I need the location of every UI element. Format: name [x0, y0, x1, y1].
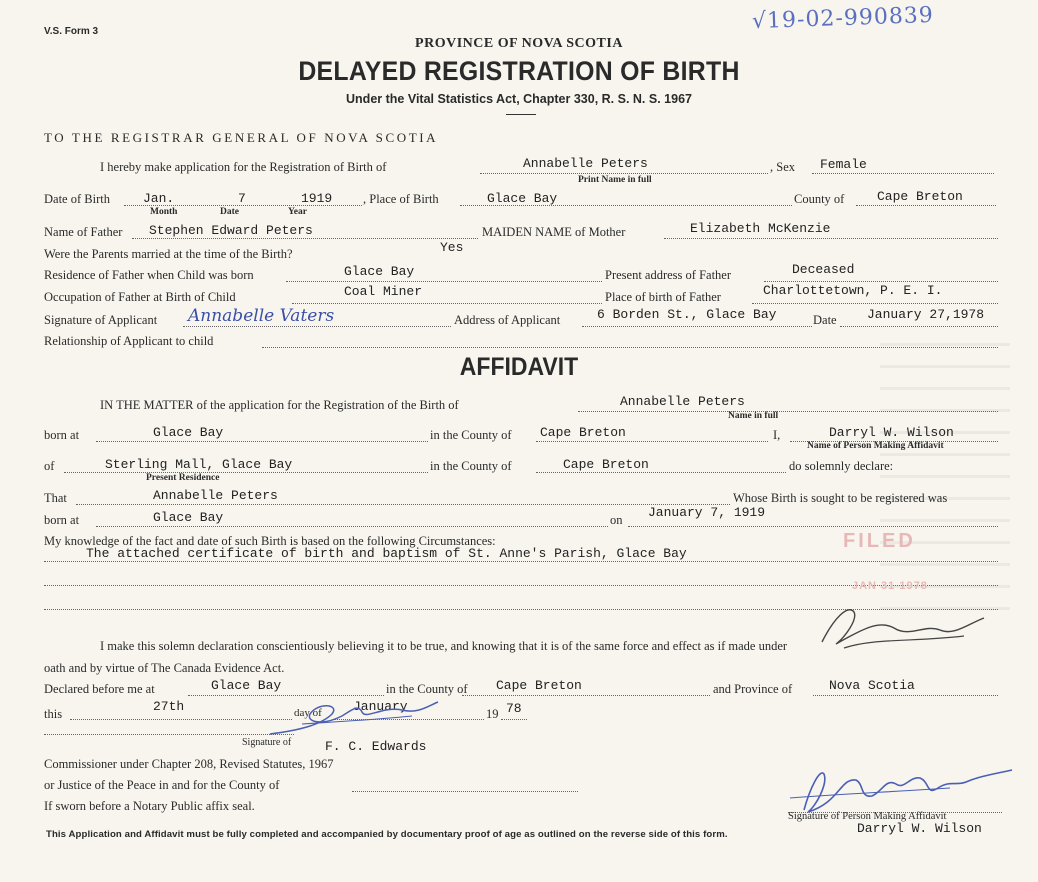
declaration-line-2: oath and by virtue of The Canada Evidence Act.	[44, 661, 285, 675]
label-county-of: in the County of	[386, 682, 468, 696]
form-title: DELAYED REGISTRATION OF BIRTH	[298, 56, 740, 86]
label-present-address: Present address of Father	[605, 268, 732, 282]
dots	[183, 326, 451, 327]
label-residence: Residence of Father when Child was born	[44, 268, 254, 282]
day-value: 27th	[153, 699, 185, 714]
dots	[664, 238, 998, 239]
label-whose-birth: Whose Birth is sought to be registered was	[733, 491, 948, 505]
born-at-value: Glace Bay	[153, 425, 224, 440]
label-knowledge: My knowledge of the fact and date of such Birth is based on the following Circumstances:	[44, 534, 496, 548]
label-justice: or Justice of the Peace in and for the County of	[44, 778, 280, 792]
residence-value: Sterling Mall, Glace Bay	[105, 457, 293, 472]
applicant-signature: Annabelle Vaters	[188, 306, 335, 326]
footer-note: This Application and Affidavit must be fully completed and accompanied by documentary proof of age as outlined on the reverse side of this form.	[46, 829, 728, 840]
dots	[44, 561, 998, 562]
label-declared-before: Declared before me at	[44, 682, 155, 696]
dob-date: 7	[238, 191, 246, 206]
label-that: That	[44, 491, 67, 505]
affiant-name: Darryl W. Wilson	[829, 425, 954, 440]
born-on-value: January 7, 1919	[648, 505, 766, 520]
label-i: I,	[773, 428, 781, 442]
affidavit-county: Cape Breton	[540, 425, 626, 440]
dots	[764, 281, 998, 282]
label-province: and Province of	[713, 682, 793, 696]
label-in-the-matter: IN THE MATTER of the application for the Registration of the Birth of	[100, 398, 459, 412]
father-pob-value: Charlottetown, P. E. I.	[763, 283, 943, 298]
circumstances-value: The attached certificate of birth and baptism of St. Anne's Parish, Glace Bay	[86, 546, 687, 561]
dots	[462, 695, 710, 696]
label-notary: If sworn before a Notary Public affix seal.	[44, 799, 255, 813]
label-in-county-2: in the County of	[430, 459, 512, 473]
label-place-of-birth: , Place of Birth	[363, 192, 439, 206]
dots	[132, 238, 478, 239]
label-apply: I hereby make application for the Registration of Birth of	[100, 160, 387, 174]
label-19: 19	[486, 707, 499, 721]
label-date-of-birth: Date of Birth	[44, 192, 110, 206]
that-name: Annabelle Peters	[153, 488, 278, 503]
label-father-pob: Place of birth of Father	[605, 290, 721, 304]
dots	[480, 173, 768, 174]
label-present-residence: Present Residence	[146, 473, 220, 483]
label-print-name: Print Name in full	[578, 175, 652, 185]
label-relationship: Relationship of Applicant to child	[44, 334, 214, 348]
dots	[286, 281, 602, 282]
label-date: Date	[813, 313, 837, 327]
label-year: Year	[288, 207, 307, 217]
mother-name: Elizabeth McKenzie	[690, 221, 831, 236]
affiant-typed-name: Darryl W. Wilson	[857, 821, 982, 836]
dots	[76, 504, 730, 505]
label-signature-of: Signature of	[242, 737, 292, 748]
occupation-value: Coal Miner	[344, 284, 423, 299]
month-value: January	[353, 699, 408, 714]
label-signature-applicant: Signature of Applicant	[44, 313, 158, 327]
residence-county: Cape Breton	[563, 457, 649, 472]
label-month: Month	[150, 207, 178, 217]
dob-year: 1919	[301, 191, 333, 206]
application-date: January 27,1978	[867, 307, 985, 322]
dots	[840, 326, 998, 327]
label-on: on	[610, 513, 623, 527]
form-number: V.S. Form 3	[44, 26, 99, 37]
applicant-name: Annabelle Peters	[523, 156, 648, 171]
commissioner-name: F. C. Edwards	[325, 739, 427, 754]
dots	[536, 472, 786, 473]
dots	[856, 205, 996, 206]
residence-value: Glace Bay	[344, 264, 415, 279]
dots	[262, 347, 998, 348]
label-born-at-2: born at	[44, 513, 80, 527]
dots	[813, 695, 998, 696]
dots	[578, 411, 998, 412]
label-affiant: Name of Person Making Affidavit	[807, 441, 944, 451]
dots	[70, 719, 292, 720]
sex-value: Female	[820, 157, 867, 172]
filed-stamp-date: JAN 31 1978	[852, 580, 928, 592]
province-value: Nova Scotia	[829, 678, 915, 693]
registrar-signature	[814, 598, 1004, 656]
dots	[752, 303, 998, 304]
label-commissioner: Commissioner under Chapter 208, Revised Statutes, 1967	[44, 757, 334, 771]
dots	[582, 326, 812, 327]
dots	[812, 173, 994, 174]
filed-stamp: FILED	[843, 530, 916, 552]
county-value: Cape Breton	[877, 189, 963, 204]
label-date: Date	[220, 207, 239, 217]
born-at-2-value: Glace Bay	[153, 510, 224, 525]
dots	[292, 303, 602, 304]
label-signature-person: Signature of Person Making Affidavit	[788, 811, 947, 822]
label-born-at: born at	[44, 428, 80, 442]
label-mother: MAIDEN NAME of Mother	[482, 225, 626, 239]
declared-at-value: Glace Bay	[211, 678, 282, 693]
label-married: Were the Parents married at the time of the Birth?	[44, 247, 293, 261]
dots	[536, 441, 768, 442]
province-heading: PROVINCE OF NOVA SCOTIA	[415, 36, 623, 51]
file-number: √19-02-990839	[751, 2, 935, 35]
dots	[96, 526, 608, 527]
dots	[44, 734, 294, 735]
affidavit-name: Annabelle Peters	[620, 394, 745, 409]
label-occupation: Occupation of Father at Birth of Child	[44, 290, 236, 304]
married-value: Yes	[440, 240, 464, 255]
affidavit-heading: AFFIDAVIT	[459, 353, 579, 381]
label-this: this	[44, 707, 63, 721]
label-father: Name of Father	[44, 225, 123, 239]
label-sex: , Sex	[770, 160, 795, 174]
place-of-birth: Glace Bay	[487, 191, 558, 206]
label-declare: do solemnly declare:	[789, 459, 894, 473]
present-address-value: Deceased	[792, 262, 855, 277]
label-day-of: day of	[294, 707, 322, 719]
dob-month: Jan.	[143, 191, 175, 206]
dots	[96, 441, 428, 442]
label-address-applicant: Address of Applicant	[454, 313, 561, 327]
declaration-line-1: I make this solemn declaration conscientiously believing it to be true, and knowing that it is of the same force and effect as if made under	[100, 639, 788, 653]
father-name: Stephen Edward Peters	[149, 223, 313, 238]
act-subtitle: Under the Vital Statistics Act, Chapter 330, R. S. N. S. 1967	[346, 92, 692, 106]
dots	[352, 791, 578, 792]
label-name-in-full: Name in full	[728, 411, 779, 421]
year-value: 78	[506, 701, 522, 716]
declared-county-value: Cape Breton	[496, 678, 582, 693]
addressee: TO THE REGISTRAR GENERAL OF NOVA SCOTIA	[44, 130, 439, 145]
dots	[501, 719, 527, 720]
title-rule	[506, 114, 536, 115]
address-applicant-value: 6 Borden St., Glace Bay	[597, 307, 777, 322]
dots	[628, 526, 998, 527]
label-county: County of	[794, 192, 845, 206]
label-in-county: in the County of	[430, 428, 512, 442]
label-of: of	[44, 459, 55, 473]
dots	[64, 472, 428, 473]
